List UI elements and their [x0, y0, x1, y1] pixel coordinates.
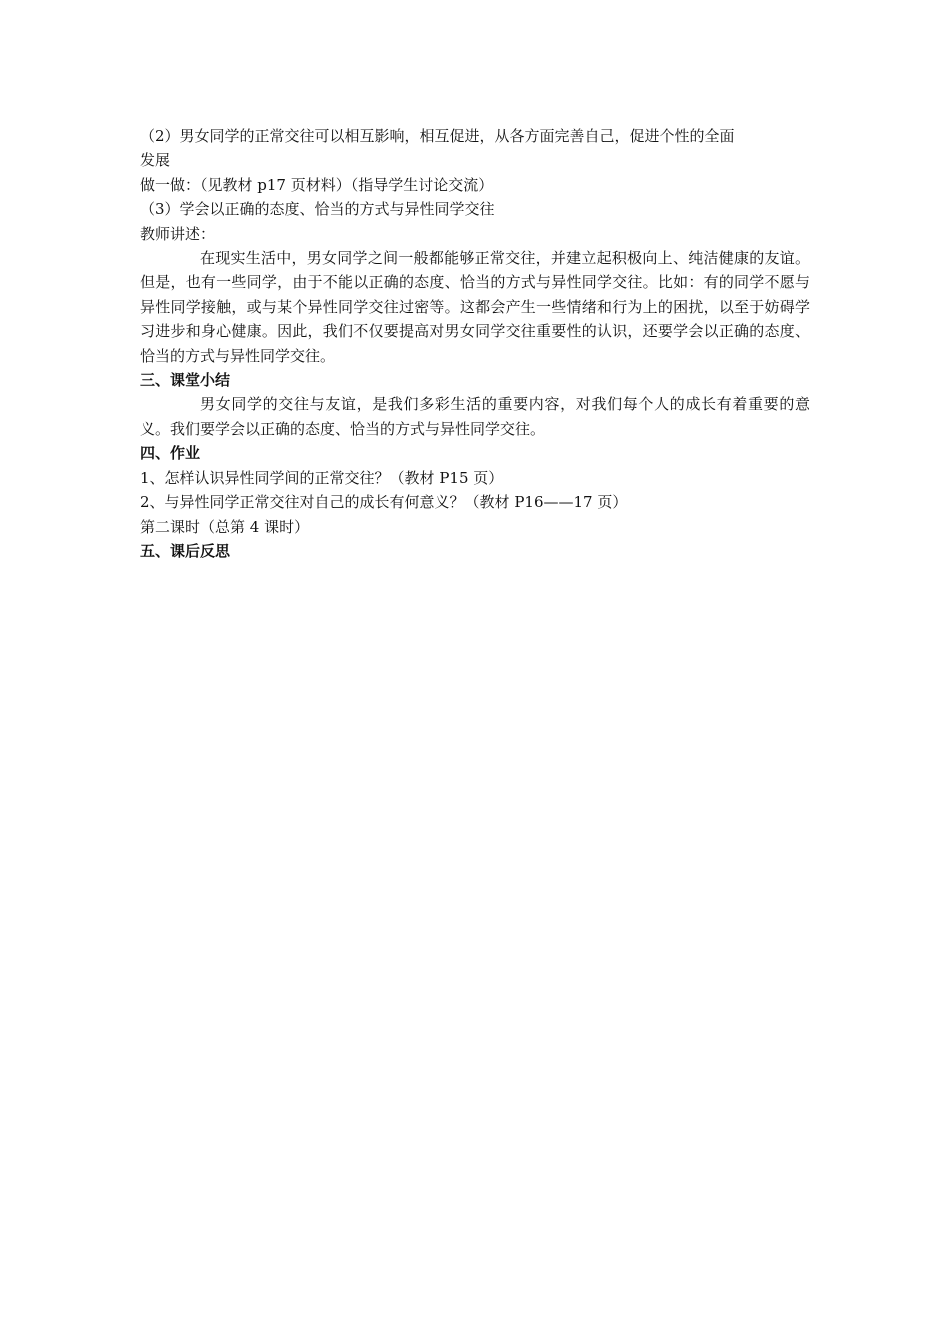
teacher-paragraph: 在现实生活中，男女同学之间一般都能够正常交往，并建立起积极向上、纯洁健康的友谊。但是，也有一些同学，由于不能以正确的态度、恰当的方式与异性同学交往。比如：有的同学不愿与异性同学接触，或与某个异性同学交往过密等。这都会产生一些情绪和行为上的困扰，以至于妨碍学习进步和身心健康。因此，我们不仅要提高对男女同学交往重要性的认识，还要学会以正确的态度、恰当的方式与异性同学交往。 [140, 249, 810, 365]
homework-item-1: 1、怎样认识异性同学间的正常交往？（教材 P15 页） [140, 468, 504, 487]
point-2-line-1: （2）男女同学的正常交往可以相互影响，相互促进，从各方面完善自己，促进个性的全面 [140, 127, 735, 145]
section-5-heading: 五、课后反思 [140, 541, 231, 560]
document-body [140, 124, 810, 563]
point-3-line: （3）学会以正确的态度、恰当的方式与异性同学交往 [140, 200, 495, 219]
point-2-line-2: 发展 [140, 151, 171, 170]
section-4-heading: 四、作业 [140, 444, 201, 463]
activity-line: 做一做：（见教材 p17 页材料）（指导学生讨论交流） [140, 175, 494, 194]
teacher-label: 教师讲述： [140, 224, 216, 243]
section-3-heading: 三、课堂小结 [140, 371, 231, 390]
summary-paragraph: 男女同学的交往与友谊，是我们多彩生活的重要内容，对我们每个人的成长有着重要的意义。我们要学会以正确的态度、恰当的方式与异性同学交往。 [140, 395, 810, 438]
lesson-note: 第二课时（总第 4 课时） [140, 517, 310, 536]
homework-item-2: 2、与异性同学正常交往对自己的成长有何意义？（教材 P16——17 页） [140, 493, 628, 512]
